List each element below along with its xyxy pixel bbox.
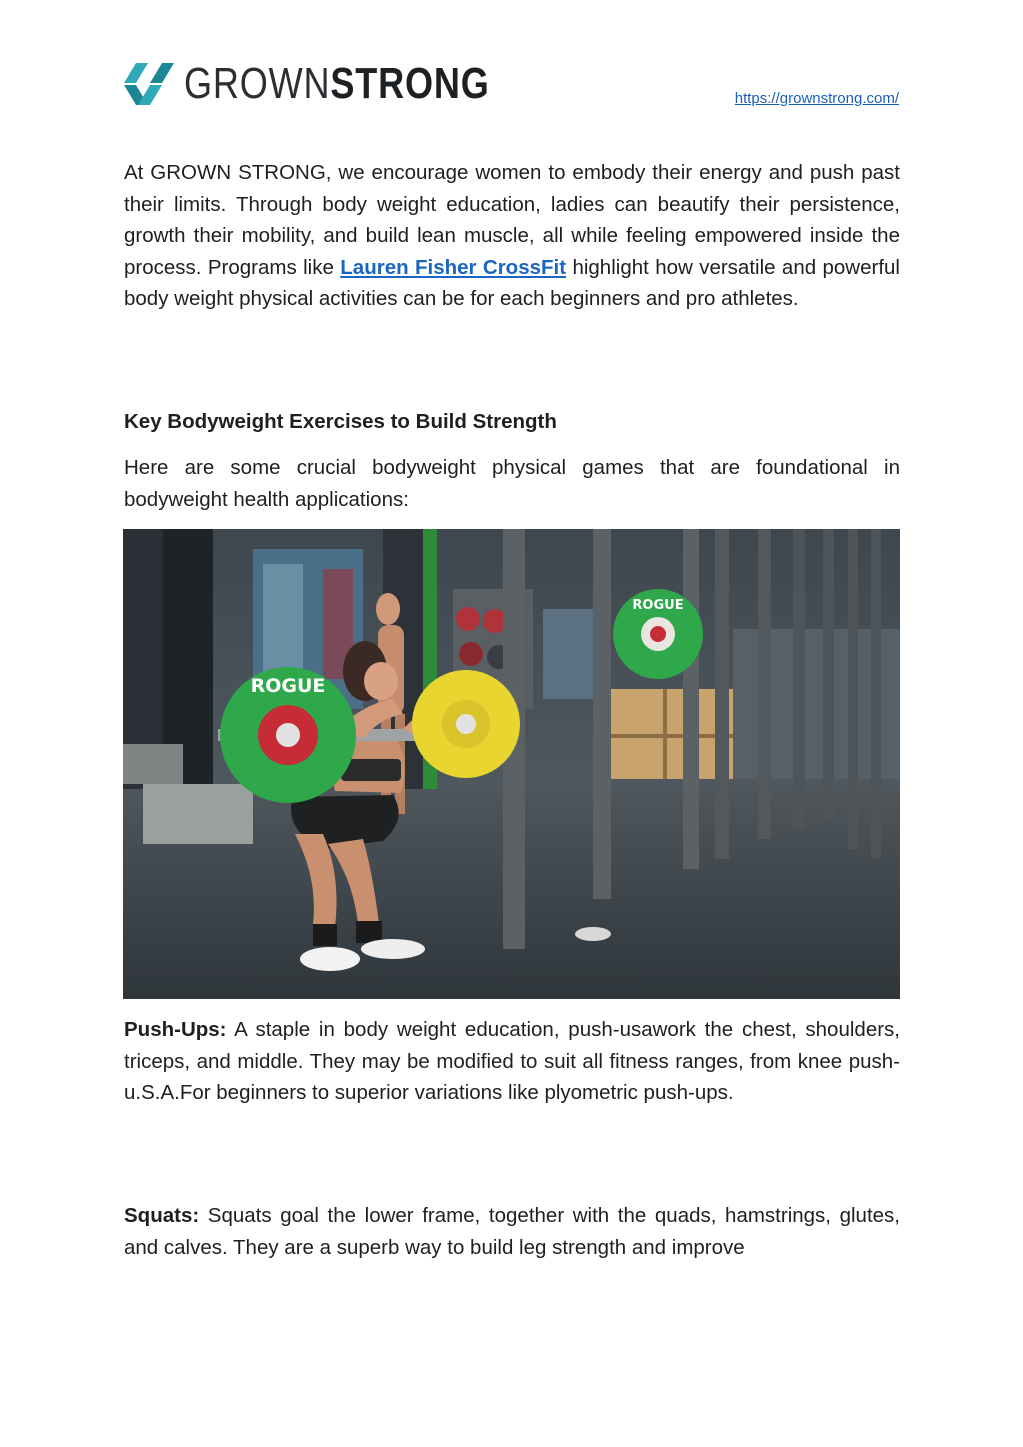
- logo-word-grown: GROWN: [184, 59, 331, 108]
- squats-paragraph: [124, 1200, 900, 1263]
- logo-word-strong: STRONG: [330, 59, 490, 108]
- site-url-link[interactable]: https://grownstrong.com/: [734, 90, 899, 107]
- intro-paragraph: [124, 157, 900, 315]
- section-lead-paragraph: Here are some crucial bodyweight physical games that are foundational in bodyweight health applications:: [124, 456, 900, 511]
- pushups-block: [124, 1014, 900, 1109]
- grownstrong-logo-icon: [124, 61, 174, 107]
- logo-wordmark: [184, 59, 490, 108]
- intro-text-before: At GROWN STRONG, we encourage women to embody their energy and push past their limits. Through body weight education, ladies can beautify their persistence, growth their mobility, and build lean muscle, all while feeling empowered inside the process. Programs like: [124, 161, 900, 279]
- lauren-fisher-crossfit-link[interactable]: Lauren Fisher CrossFit: [340, 255, 567, 279]
- pushups-paragraph: [124, 1014, 900, 1109]
- intro-text-after: highlight how versatile and powerful body weight physical activities can be for each beginners and pro athletes.: [124, 255, 900, 311]
- grownstrong-logo[interactable]: [124, 59, 557, 109]
- section-heading-block: [124, 406, 900, 437]
- squats-text: Squats goal the lower frame, together with the quads, hamstrings, glutes, and calves. They are a superb way to build leg strength and improve: [124, 1204, 900, 1259]
- intro-block: [124, 157, 900, 315]
- pushups-text: A staple in body weight education, push-usawork the chest, shoulders, triceps, and middle. They may be modified to suit all fitness ranges, from knee push-u.S.A.For beginners to superior variations like plyometric push-ups.: [124, 1018, 900, 1105]
- plate-right-label: ROGUE: [632, 598, 684, 613]
- squats-label: Squats:: [124, 1204, 200, 1227]
- squats-block: [124, 1200, 900, 1263]
- gym-squat-photo: [123, 529, 900, 999]
- section-heading: Key Bodyweight Exercises to Build Strength: [124, 410, 557, 433]
- section-lead-block: [124, 452, 900, 515]
- plate-left-label: ROGUE: [250, 675, 326, 697]
- pushups-label: Push-Ups:: [124, 1018, 227, 1041]
